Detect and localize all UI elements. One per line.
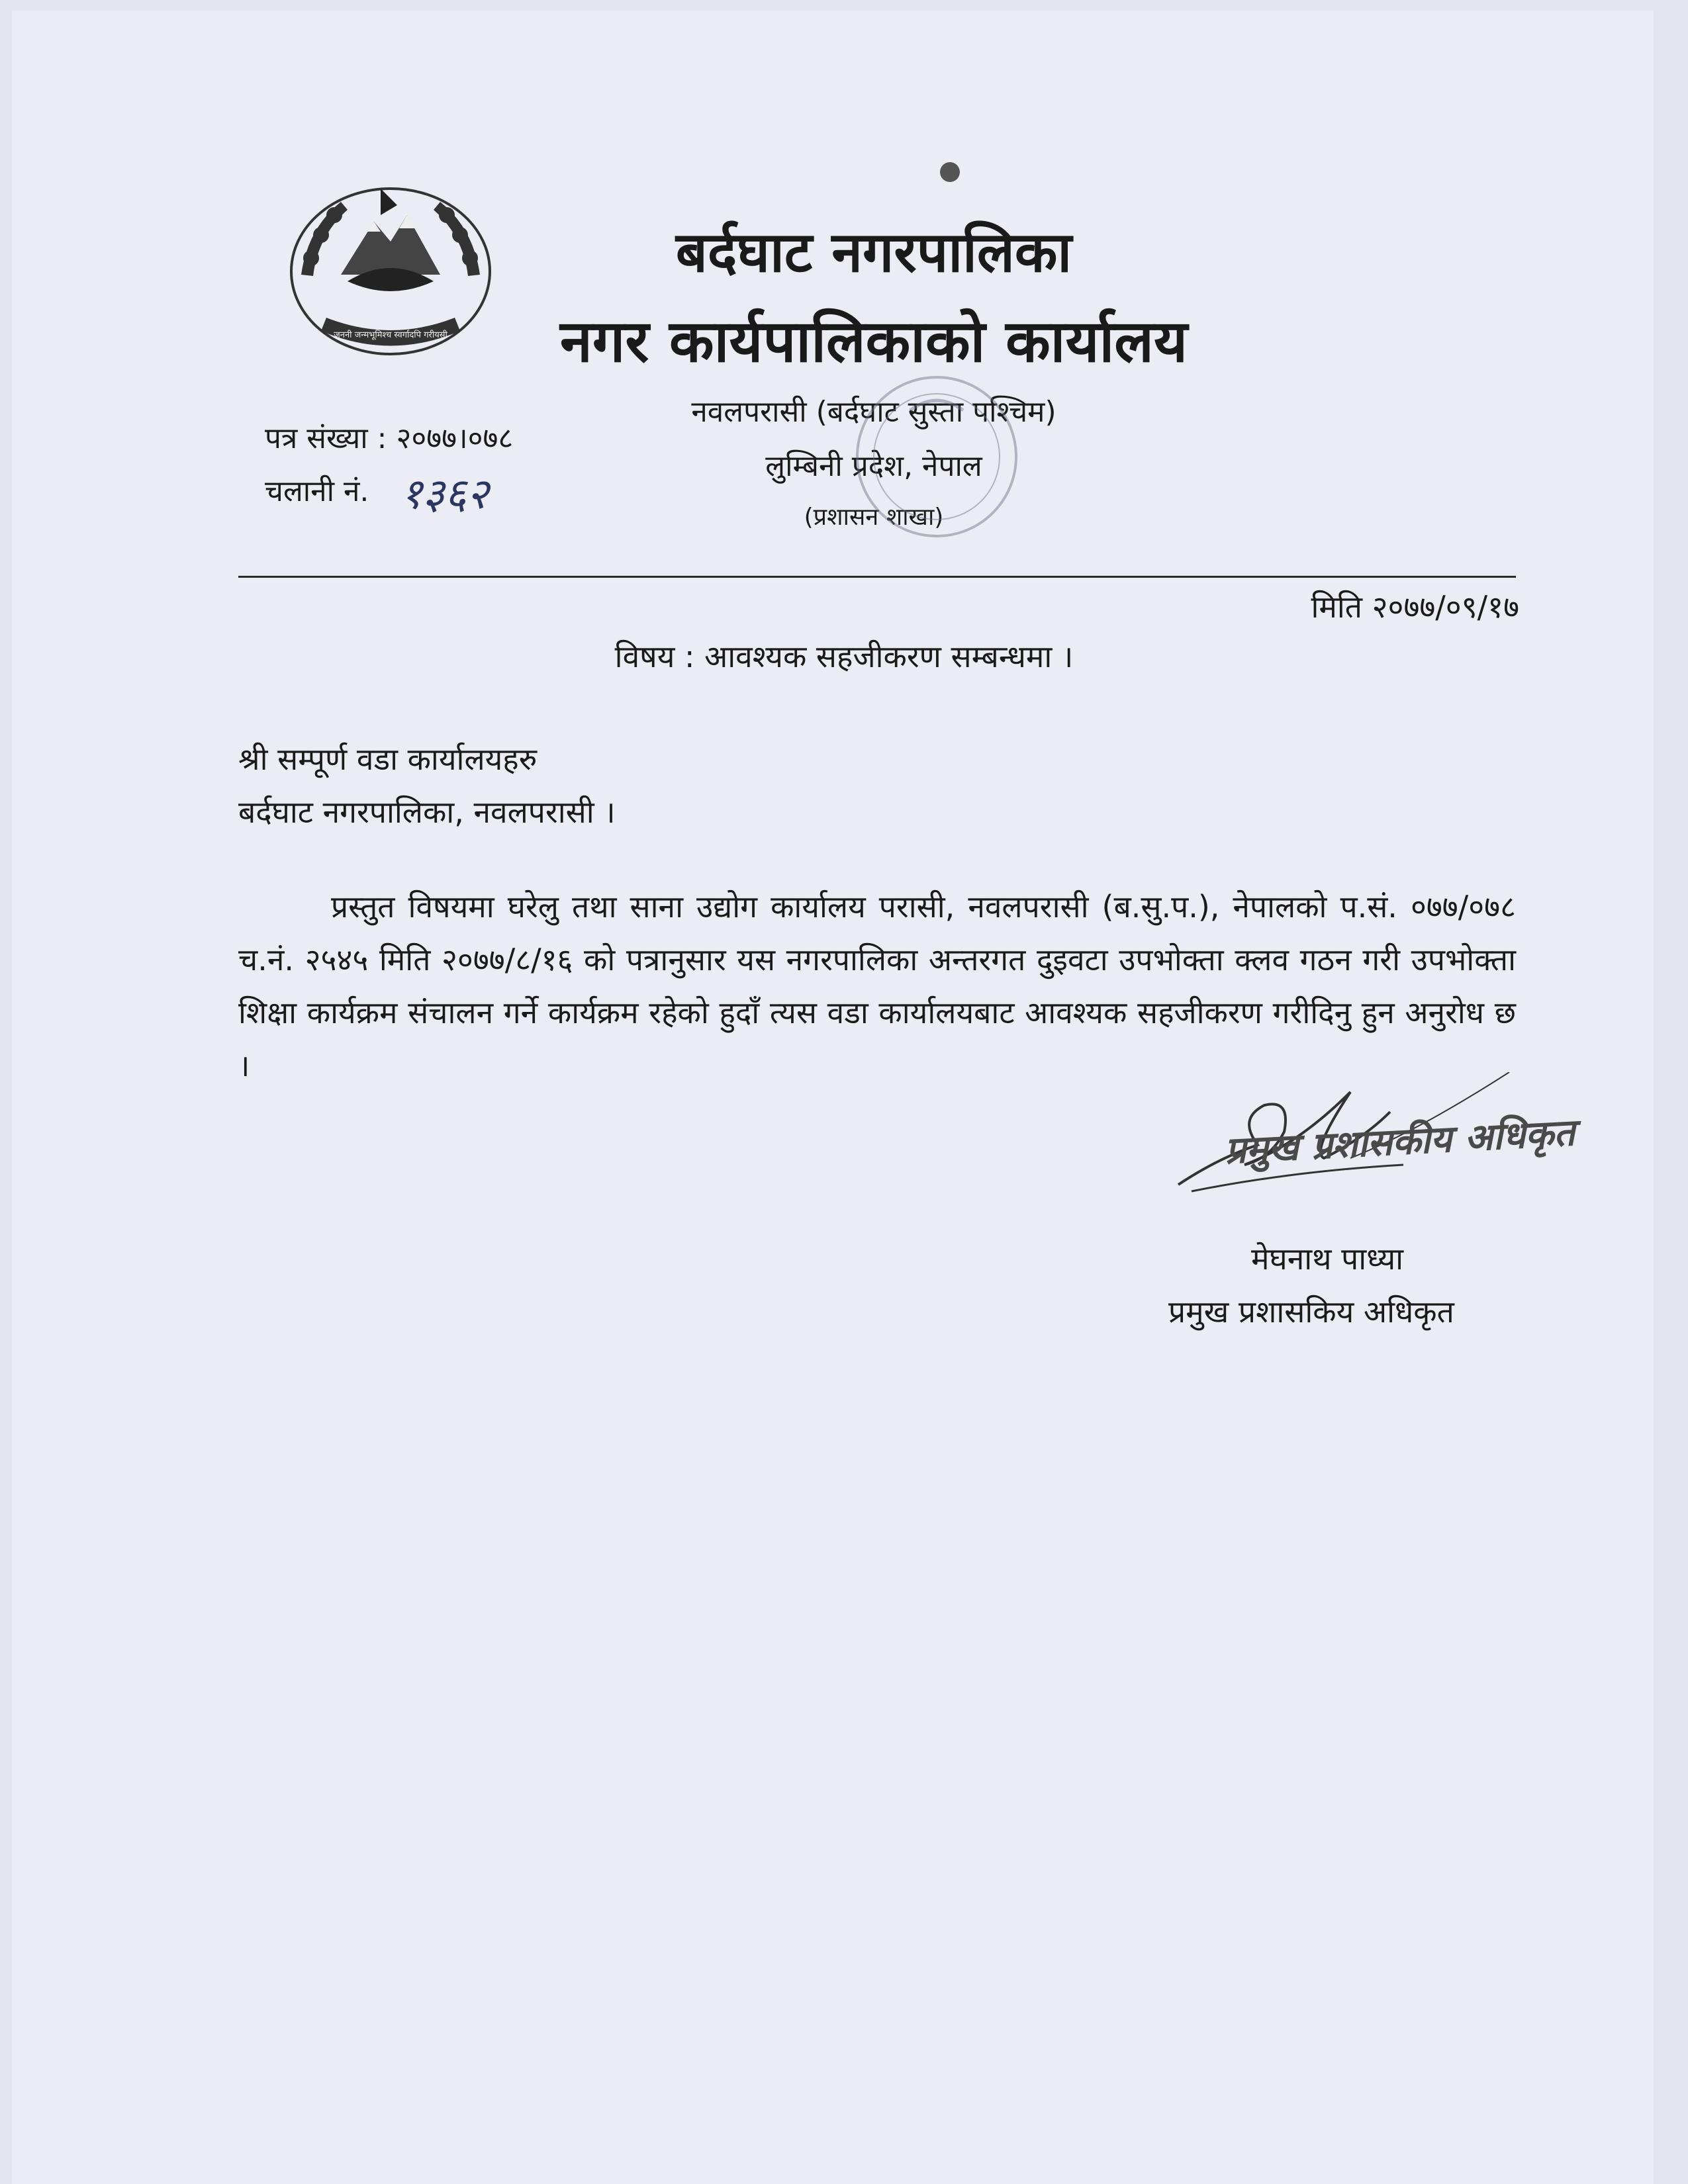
letter-body: प्रस्तुत विषयमा घरेलु तथा साना उद्योग कार्यालय परासी, नवलपरासी (ब.सु.प.), नेपालको प.सं. ०७७/०७८ च.नं. २५४५ मिति २०७७/८/१६ को पत्रानुसार यस नगरपालिका अन्तरगत दुइवटा उपभोक्ता क्लव गठन गरी उपभोक्ता शिक्षा कार्यक्रम संचालन गर्ने कार्यक्रम रहेको हुदाँ त्यस वडा कार्यालयबाट आवश्यक सहजीकरण गरीदिनु हुन अनुरोध छ । [238,889,1516,1083]
dispatch-number-handwritten: १३६२ [400,470,489,519]
letter-date: मिति २०७७/०९/१७ [1311,589,1519,625]
municipality-name: बर्दघाट नगरपालिका [675,220,1072,285]
office-seal-stamp [851,351,1023,563]
emblem-motto: जननी जन्मभूमिश्च स्वर्गादपि गरीयसी [334,330,447,340]
recipient-line-2: बर्दघाट नगरपालिका, नवलपरासी । [238,794,616,830]
address-line-2: लुम्बिनी प्रदेश, नेपाल [765,449,982,483]
branch-label: (प्रशासन शाखा) [804,504,944,531]
signer-name: मेघनाथ पाध्या [1251,1241,1404,1277]
recipient-line-1: श्री सम्पूर्ण वडा कार्यालयहरु [238,741,538,777]
address-line-1: नवलपरासी (बर्दघाट सुस्ता पश्चिम) [691,395,1056,429]
office-name: नगर कार्यपालिकाको कार्यालय [560,307,1188,375]
letter-subject: विषय : आवश्यक सहजीकरण सम्बन्धमा । [614,639,1074,674]
ink-spot [940,162,960,182]
header-divider [238,576,1516,578]
signer-designation: प्रमुख प्रशासकिय अधिकृत [1168,1294,1454,1330]
dispatch-label: चलानी नं. [265,475,369,508]
letter-number: पत्र संख्या : २०७७।०७८ [265,422,514,455]
designation-stamp: प्रमुख प्रशासकीय अधिकृत [1223,1111,1576,1173]
